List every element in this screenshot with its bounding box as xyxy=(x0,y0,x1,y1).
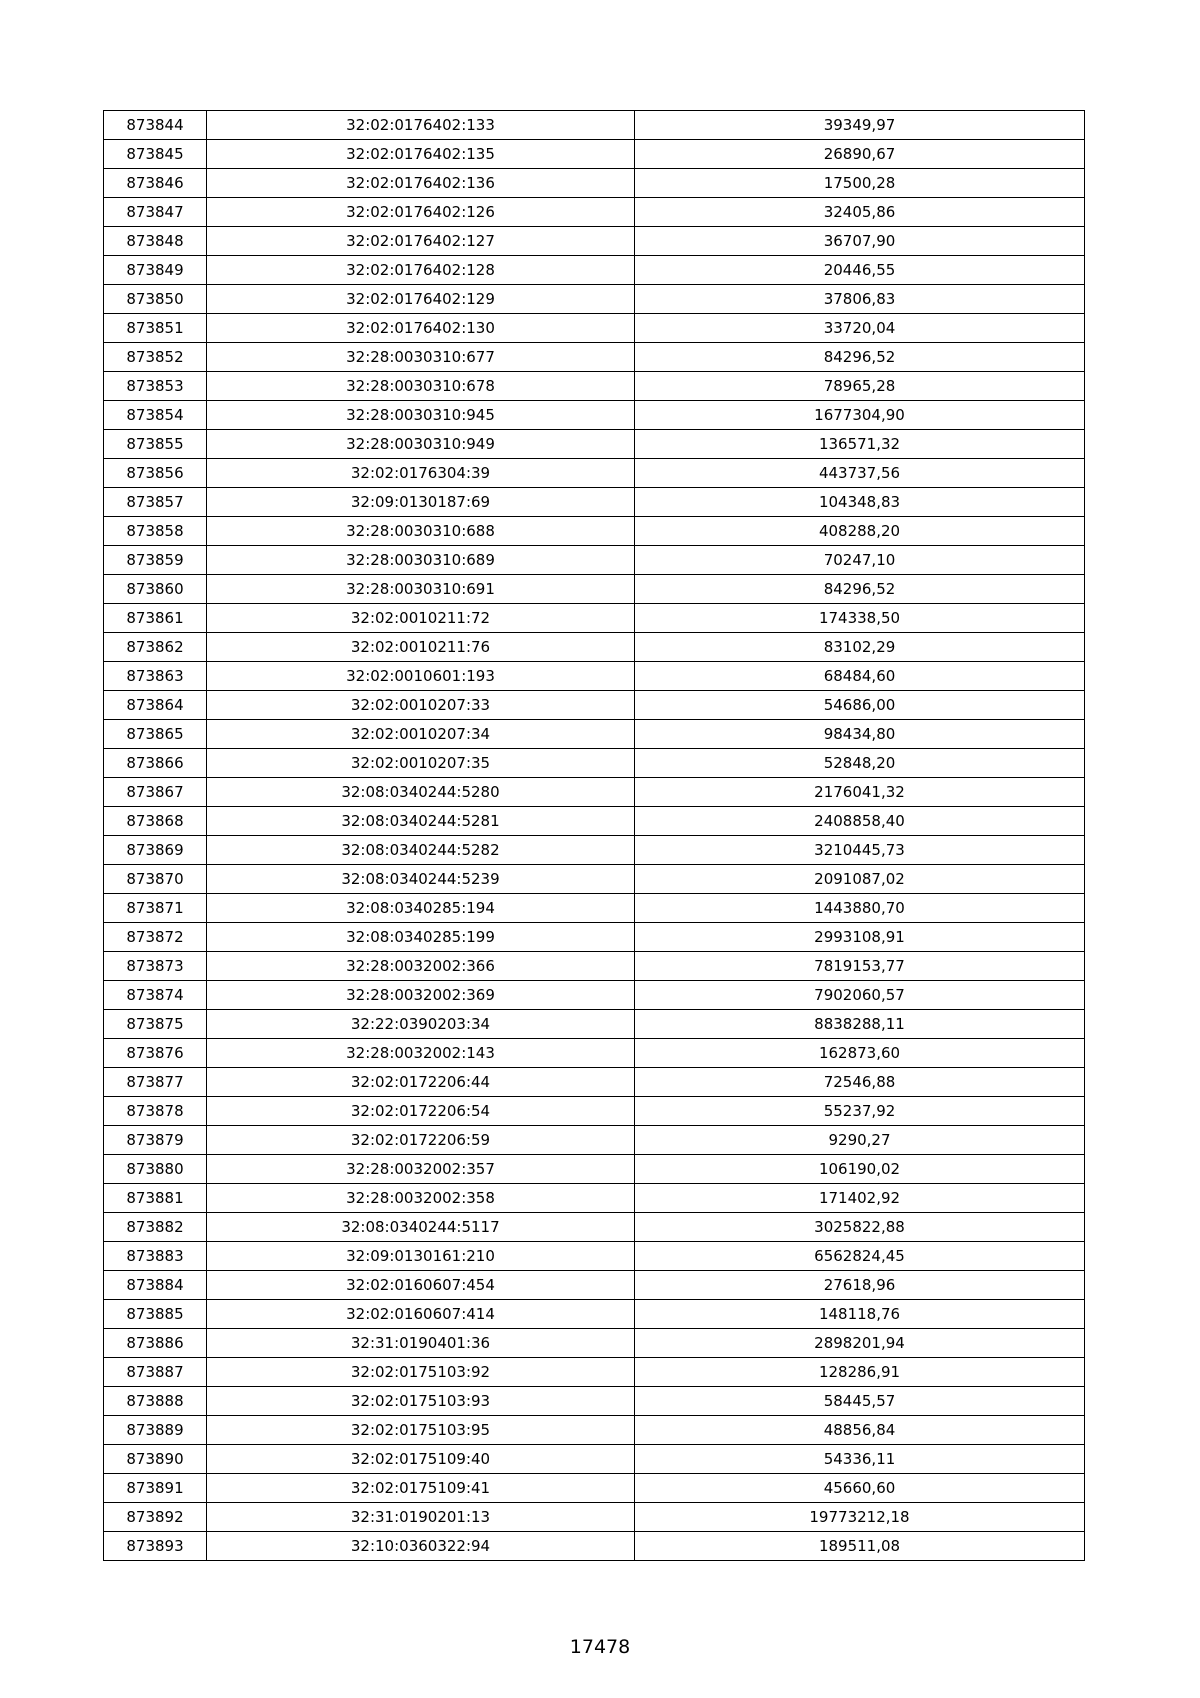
cadastral-number-cell: 32:02:0176402:129 xyxy=(207,285,635,314)
cadastral-number-cell: 32:02:0176402:133 xyxy=(207,111,635,140)
page-number: 17478 xyxy=(569,1636,631,1658)
row-number-cell: 873871 xyxy=(104,894,207,923)
table-row xyxy=(104,807,1085,836)
table-row xyxy=(104,343,1085,372)
table-row xyxy=(104,1184,1085,1213)
row-number-cell: 873857 xyxy=(104,488,207,517)
row-number-cell: 873884 xyxy=(104,1271,207,1300)
value-cell: 7819153,77 xyxy=(635,952,1085,981)
table-row xyxy=(104,1358,1085,1387)
cadastral-number-cell: 32:02:0176402:135 xyxy=(207,140,635,169)
value-cell: 1443880,70 xyxy=(635,894,1085,923)
value-cell: 68484,60 xyxy=(635,662,1085,691)
table-row xyxy=(104,1300,1085,1329)
table-row xyxy=(104,1445,1085,1474)
table-row xyxy=(104,1068,1085,1097)
value-cell: 39349,97 xyxy=(635,111,1085,140)
value-cell: 70247,10 xyxy=(635,546,1085,575)
value-cell: 84296,52 xyxy=(635,575,1085,604)
table-row xyxy=(104,1416,1085,1445)
row-number-cell: 873868 xyxy=(104,807,207,836)
value-cell: 2176041,32 xyxy=(635,778,1085,807)
value-cell: 54336,11 xyxy=(635,1445,1085,1474)
cadastral-number-cell: 32:02:0176402:128 xyxy=(207,256,635,285)
value-cell: 136571,32 xyxy=(635,430,1085,459)
row-number-cell: 873866 xyxy=(104,749,207,778)
cadastral-values-table xyxy=(103,110,1085,1561)
row-number-cell: 873847 xyxy=(104,198,207,227)
cadastral-number-cell: 32:28:0030310:945 xyxy=(207,401,635,430)
row-number-cell: 873886 xyxy=(104,1329,207,1358)
table-row xyxy=(104,198,1085,227)
value-cell: 104348,83 xyxy=(635,488,1085,517)
value-cell: 106190,02 xyxy=(635,1155,1085,1184)
row-number-cell: 873882 xyxy=(104,1213,207,1242)
row-number-cell: 873846 xyxy=(104,169,207,198)
cadastral-number-cell: 32:02:0010211:72 xyxy=(207,604,635,633)
row-number-cell: 873844 xyxy=(104,111,207,140)
cadastral-number-cell: 32:28:0030310:677 xyxy=(207,343,635,372)
row-number-cell: 873865 xyxy=(104,720,207,749)
value-cell: 128286,91 xyxy=(635,1358,1085,1387)
value-cell: 443737,56 xyxy=(635,459,1085,488)
cadastral-number-cell: 32:02:0175103:92 xyxy=(207,1358,635,1387)
cadastral-number-cell: 32:02:0176402:127 xyxy=(207,227,635,256)
value-cell: 171402,92 xyxy=(635,1184,1085,1213)
row-number-cell: 873872 xyxy=(104,923,207,952)
cadastral-number-cell: 32:08:0340244:5281 xyxy=(207,807,635,836)
row-number-cell: 873875 xyxy=(104,1010,207,1039)
row-number-cell: 873887 xyxy=(104,1358,207,1387)
row-number-cell: 873889 xyxy=(104,1416,207,1445)
cadastral-number-cell: 32:28:0030310:949 xyxy=(207,430,635,459)
value-cell: 162873,60 xyxy=(635,1039,1085,1068)
cadastral-number-cell: 32:08:0340244:5282 xyxy=(207,836,635,865)
value-cell: 3210445,73 xyxy=(635,836,1085,865)
cadastral-number-cell: 32:28:0032002:357 xyxy=(207,1155,635,1184)
table-row xyxy=(104,923,1085,952)
row-number-cell: 873881 xyxy=(104,1184,207,1213)
value-cell: 1677304,90 xyxy=(635,401,1085,430)
cadastral-number-cell: 32:28:0032002:143 xyxy=(207,1039,635,1068)
table-row xyxy=(104,1503,1085,1532)
value-cell: 55237,92 xyxy=(635,1097,1085,1126)
value-cell: 3025822,88 xyxy=(635,1213,1085,1242)
cadastral-number-cell: 32:02:0010207:33 xyxy=(207,691,635,720)
value-cell: 78965,28 xyxy=(635,372,1085,401)
cadastral-number-cell: 32:09:0130187:69 xyxy=(207,488,635,517)
table-row xyxy=(104,1039,1085,1068)
value-cell: 174338,50 xyxy=(635,604,1085,633)
cadastral-number-cell: 32:02:0172206:44 xyxy=(207,1068,635,1097)
row-number-cell: 873893 xyxy=(104,1532,207,1561)
cadastral-number-cell: 32:02:0175109:41 xyxy=(207,1474,635,1503)
cadastral-number-cell: 32:28:0032002:366 xyxy=(207,952,635,981)
cadastral-number-cell: 32:22:0390203:34 xyxy=(207,1010,635,1039)
row-number-cell: 873878 xyxy=(104,1097,207,1126)
cadastral-number-cell: 32:02:0010207:35 xyxy=(207,749,635,778)
value-cell: 58445,57 xyxy=(635,1387,1085,1416)
table-row xyxy=(104,1242,1085,1271)
cadastral-number-cell: 32:28:0030310:678 xyxy=(207,372,635,401)
row-number-cell: 873880 xyxy=(104,1155,207,1184)
value-cell: 2898201,94 xyxy=(635,1329,1085,1358)
table-row xyxy=(104,1213,1085,1242)
table-row xyxy=(104,401,1085,430)
cadastral-number-cell: 32:02:0175103:93 xyxy=(207,1387,635,1416)
row-number-cell: 873877 xyxy=(104,1068,207,1097)
table-row xyxy=(104,285,1085,314)
cadastral-number-cell: 32:08:0340244:5280 xyxy=(207,778,635,807)
table-row xyxy=(104,140,1085,169)
cadastral-number-cell: 32:31:0190401:36 xyxy=(207,1329,635,1358)
table-row xyxy=(104,720,1085,749)
cadastral-number-cell: 32:28:0032002:369 xyxy=(207,981,635,1010)
row-number-cell: 873854 xyxy=(104,401,207,430)
table-row xyxy=(104,517,1085,546)
cadastral-number-cell: 32:28:0032002:358 xyxy=(207,1184,635,1213)
value-cell: 19773212,18 xyxy=(635,1503,1085,1532)
table-row xyxy=(104,633,1085,662)
row-number-cell: 873851 xyxy=(104,314,207,343)
table-row xyxy=(104,749,1085,778)
value-cell: 54686,00 xyxy=(635,691,1085,720)
row-number-cell: 873852 xyxy=(104,343,207,372)
table-row xyxy=(104,952,1085,981)
row-number-cell: 873858 xyxy=(104,517,207,546)
row-number-cell: 873853 xyxy=(104,372,207,401)
table-row xyxy=(104,488,1085,517)
table-row xyxy=(104,169,1085,198)
row-number-cell: 873873 xyxy=(104,952,207,981)
table-row xyxy=(104,227,1085,256)
row-number-cell: 873859 xyxy=(104,546,207,575)
table-row xyxy=(104,894,1085,923)
cadastral-number-cell: 32:02:0175109:40 xyxy=(207,1445,635,1474)
table-row xyxy=(104,546,1085,575)
table-row xyxy=(104,604,1085,633)
table-row xyxy=(104,662,1085,691)
table-row xyxy=(104,314,1085,343)
row-number-cell: 873864 xyxy=(104,691,207,720)
cadastral-number-cell: 32:02:0176402:136 xyxy=(207,169,635,198)
value-cell: 2993108,91 xyxy=(635,923,1085,952)
row-number-cell: 873850 xyxy=(104,285,207,314)
value-cell: 27618,96 xyxy=(635,1271,1085,1300)
table-row xyxy=(104,575,1085,604)
row-number-cell: 873862 xyxy=(104,633,207,662)
table-row xyxy=(104,691,1085,720)
table-row xyxy=(104,111,1085,140)
cadastral-number-cell: 32:02:0176402:130 xyxy=(207,314,635,343)
value-cell: 98434,80 xyxy=(635,720,1085,749)
cadastral-number-cell: 32:02:0176402:126 xyxy=(207,198,635,227)
table-row xyxy=(104,1387,1085,1416)
row-number-cell: 873861 xyxy=(104,604,207,633)
table-row xyxy=(104,256,1085,285)
row-number-cell: 873849 xyxy=(104,256,207,285)
value-cell: 37806,83 xyxy=(635,285,1085,314)
table-body xyxy=(104,111,1085,1561)
cadastral-number-cell: 32:02:0172206:54 xyxy=(207,1097,635,1126)
row-number-cell: 873867 xyxy=(104,778,207,807)
value-cell: 83102,29 xyxy=(635,633,1085,662)
cadastral-number-cell: 32:02:0010211:76 xyxy=(207,633,635,662)
value-cell: 72546,88 xyxy=(635,1068,1085,1097)
row-number-cell: 873856 xyxy=(104,459,207,488)
cadastral-number-cell: 32:08:0340244:5239 xyxy=(207,865,635,894)
table-row xyxy=(104,865,1085,894)
cadastral-number-cell: 32:28:0030310:691 xyxy=(207,575,635,604)
cadastral-number-cell: 32:28:0030310:689 xyxy=(207,546,635,575)
value-cell: 26890,67 xyxy=(635,140,1085,169)
cadastral-number-cell: 32:31:0190201:13 xyxy=(207,1503,635,1532)
cadastral-number-cell: 32:08:0340285:199 xyxy=(207,923,635,952)
value-cell: 52848,20 xyxy=(635,749,1085,778)
table-row xyxy=(104,1271,1085,1300)
value-cell: 32405,86 xyxy=(635,198,1085,227)
value-cell: 9290,27 xyxy=(635,1126,1085,1155)
row-number-cell: 873860 xyxy=(104,575,207,604)
value-cell: 33720,04 xyxy=(635,314,1085,343)
row-number-cell: 873848 xyxy=(104,227,207,256)
row-number-cell: 873891 xyxy=(104,1474,207,1503)
row-number-cell: 873863 xyxy=(104,662,207,691)
value-cell: 48856,84 xyxy=(635,1416,1085,1445)
value-cell: 20446,55 xyxy=(635,256,1085,285)
cadastral-number-cell: 32:02:0010207:34 xyxy=(207,720,635,749)
cadastral-number-cell: 32:02:0160607:414 xyxy=(207,1300,635,1329)
value-cell: 45660,60 xyxy=(635,1474,1085,1503)
row-number-cell: 873855 xyxy=(104,430,207,459)
value-cell: 7902060,57 xyxy=(635,981,1085,1010)
value-cell: 6562824,45 xyxy=(635,1242,1085,1271)
cadastral-number-cell: 32:09:0130161:210 xyxy=(207,1242,635,1271)
cadastral-number-cell: 32:08:0340285:194 xyxy=(207,894,635,923)
row-number-cell: 873879 xyxy=(104,1126,207,1155)
table-row xyxy=(104,1097,1085,1126)
cadastral-number-cell: 32:02:0175103:95 xyxy=(207,1416,635,1445)
table-row xyxy=(104,1126,1085,1155)
row-number-cell: 873874 xyxy=(104,981,207,1010)
value-cell: 36707,90 xyxy=(635,227,1085,256)
cadastral-number-cell: 32:10:0360322:94 xyxy=(207,1532,635,1561)
table-row xyxy=(104,1329,1085,1358)
row-number-cell: 873892 xyxy=(104,1503,207,1532)
table-row xyxy=(104,430,1085,459)
table-row xyxy=(104,778,1085,807)
value-cell: 84296,52 xyxy=(635,343,1085,372)
row-number-cell: 873845 xyxy=(104,140,207,169)
table-row xyxy=(104,1474,1085,1503)
value-cell: 408288,20 xyxy=(635,517,1085,546)
value-cell: 2408858,40 xyxy=(635,807,1085,836)
cadastral-number-cell: 32:02:0176304:39 xyxy=(207,459,635,488)
value-cell: 189511,08 xyxy=(635,1532,1085,1561)
cadastral-number-cell: 32:08:0340244:5117 xyxy=(207,1213,635,1242)
row-number-cell: 873890 xyxy=(104,1445,207,1474)
table-row xyxy=(104,836,1085,865)
row-number-cell: 873888 xyxy=(104,1387,207,1416)
row-number-cell: 873869 xyxy=(104,836,207,865)
value-cell: 148118,76 xyxy=(635,1300,1085,1329)
row-number-cell: 873885 xyxy=(104,1300,207,1329)
value-cell: 8838288,11 xyxy=(635,1010,1085,1039)
row-number-cell: 873883 xyxy=(104,1242,207,1271)
value-cell: 2091087,02 xyxy=(635,865,1085,894)
cadastral-number-cell: 32:02:0160607:454 xyxy=(207,1271,635,1300)
row-number-cell: 873876 xyxy=(104,1039,207,1068)
cadastral-number-cell: 32:02:0172206:59 xyxy=(207,1126,635,1155)
cadastral-number-cell: 32:02:0010601:193 xyxy=(207,662,635,691)
table-row xyxy=(104,981,1085,1010)
table-row xyxy=(104,372,1085,401)
table-row xyxy=(104,459,1085,488)
table-row xyxy=(104,1155,1085,1184)
table-row xyxy=(104,1010,1085,1039)
row-number-cell: 873870 xyxy=(104,865,207,894)
table-row xyxy=(104,1532,1085,1561)
cadastral-number-cell: 32:28:0030310:688 xyxy=(207,517,635,546)
value-cell: 17500,28 xyxy=(635,169,1085,198)
